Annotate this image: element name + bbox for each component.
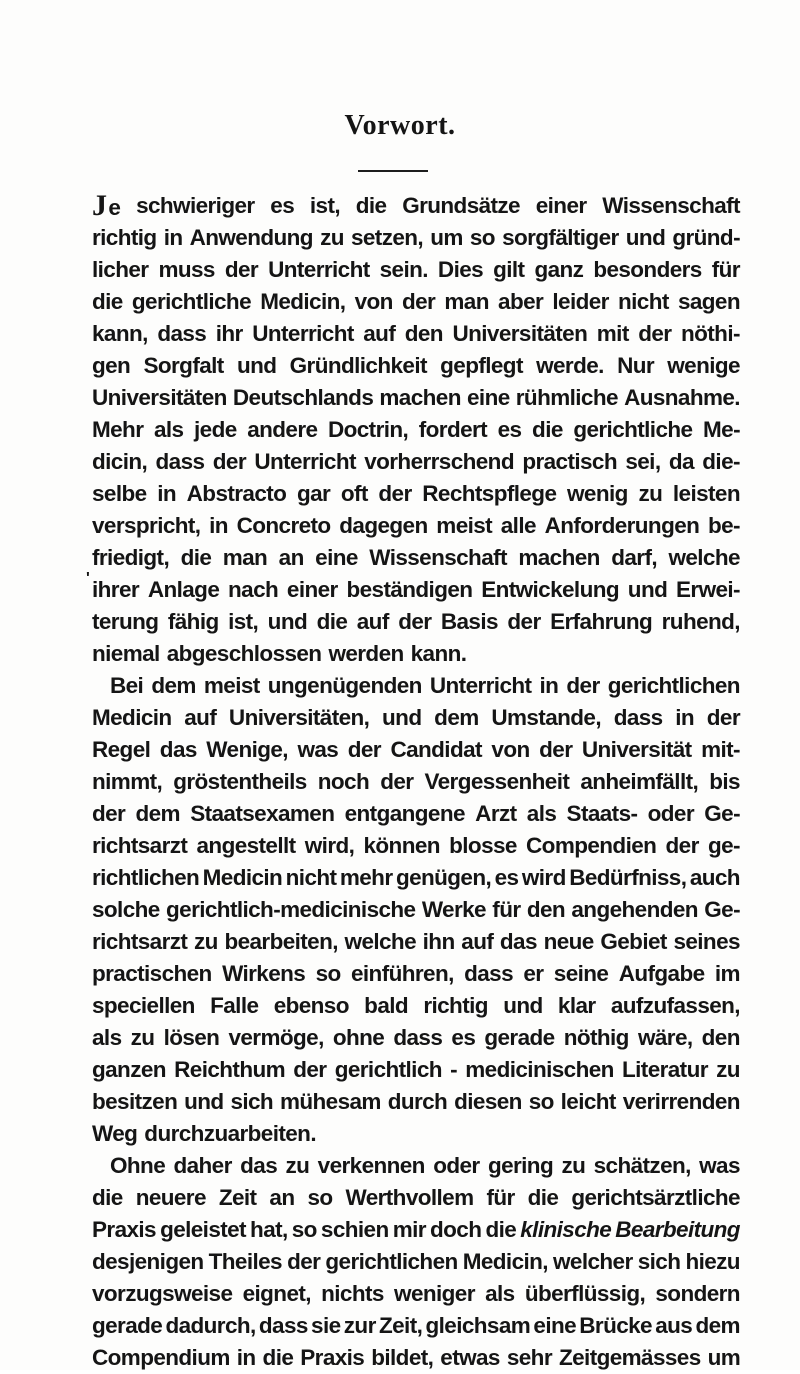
page-title: Vorwort. (344, 110, 456, 141)
text-line: selbe in Abstracto gar oft der Rechtspflege wenig zu leisten (92, 481, 740, 506)
text-line: vorzugsweise eignet, nichts weniger als überflüssig, sondern (92, 1281, 740, 1306)
text-line: practischen Wirkens so einführen, dass er seine Aufgabe im (92, 961, 740, 986)
text-line: richtig in Anwendung zu setzen, um so sorgfältiger und gründ- (92, 225, 740, 250)
text-line: besitzen und sich mühesam durch diesen so leicht verirrenden (92, 1089, 740, 1114)
text-line: nimmt, gröstentheils noch der Vergessenheit anheimfällt, bis (92, 769, 740, 794)
text-line: friedigt, die man an eine Wissenschaft machen darf, welche (92, 545, 740, 570)
text-line: richtlichen Medicin nicht mehr genügen, es wird Bedürfniss, auch (92, 865, 740, 890)
text-line: gen Sorgfalt und Gründlichkeit gepflegt werde. Nur wenige (92, 353, 740, 378)
text-line: ihrer Anlage nach einer beständigen Entwickelung und Erwei- (92, 577, 740, 602)
text-line: Praxis geleistet hat, so schien mir doch die klinische Bearbeitung (92, 1214, 740, 1246)
text-line: desjenigen Theiles der gerichtlichen Medicin, welcher sich hiezu (92, 1249, 740, 1274)
text-line: Mehr als jede andere Doctrin, fordert es die gerichtliche Me- (92, 417, 740, 442)
text-line: kann, dass ihr Unterricht auf den Universitäten mit der nöthi- (92, 321, 740, 346)
text-line: als zu lösen vermöge, ohne dass es gerade nöthig wäre, den (92, 1025, 740, 1050)
text-line: licher muss der Unterricht sein. Dies gilt ganz besonders für (92, 257, 740, 282)
text-line: Compendium in die Praxis bildet, etwas sehr Zeitgemässes um (92, 1345, 741, 1370)
margin-mark: ' (86, 570, 90, 587)
text-line: Medicin auf Universitäten, und dem Umstande, dass in der (92, 705, 740, 730)
text-line: Regel das Wenige, was der Candidat von der Universität mit- (92, 737, 740, 762)
text-line: terung fähig ist, und die auf der Basis der Erfahrung ruhend, (92, 609, 740, 634)
text-line: Je schwieriger es ist, die Grundsätze einer Wissenschaft (92, 189, 740, 222)
text-line: richtsarzt zu bearbeiten, welche ihn auf das neue Gebiet seines (92, 929, 740, 954)
text-line: Ohne daher das zu verkennen oder gering zu schätzen, was (110, 1153, 740, 1178)
text-line: die gerichtliche Medicin, von der man aber leider nicht sagen (92, 289, 740, 314)
text-line: die neuere Zeit an so Werthvollem für die gerichtsärztliche (92, 1185, 740, 1210)
text-line: Bei dem meist ungenügenden Unterricht in der gerichtlichen (110, 673, 740, 698)
text-line: speciellen Falle ebenso bald richtig und klar aufzufassen, (92, 993, 740, 1018)
title-rule (358, 170, 428, 172)
emphasis-phrase: Bearbeitung (615, 1217, 740, 1242)
text-line: Weg durchzuarbeiten. (92, 1121, 316, 1146)
text-line: ganzen Reichthum der gerichtlich - medicinischen Literatur zu (92, 1057, 740, 1082)
drop-cap-word: Je (92, 189, 121, 222)
text-line: niemal abgeschlossen werden kann. (92, 641, 467, 666)
body-text (92, 190, 740, 1374)
text-line: dicin, dass der Unterricht vorherrschend practisch sei, da die- (92, 449, 740, 474)
text-line: der dem Staatsexamen entgangene Arzt als Staats- oder Ge- (92, 801, 740, 826)
text-line: gerade dadurch, dass sie zur Zeit, gleichsam eine Brücke aus dem (92, 1313, 740, 1338)
text-line: richtsarzt angestellt wird, können blosse Compendien der ge- (92, 833, 740, 858)
emphasis-phrase: klinische (520, 1217, 612, 1242)
text-line: Universitäten Deutschlands machen eine rühmliche Ausnahme. (92, 385, 740, 410)
text-line: verspricht, in Concreto dagegen meist alle Anforderungen be- (92, 513, 740, 538)
text-line: solche gerichtlich-medicinische Werke für den angehenden Ge- (92, 897, 740, 922)
